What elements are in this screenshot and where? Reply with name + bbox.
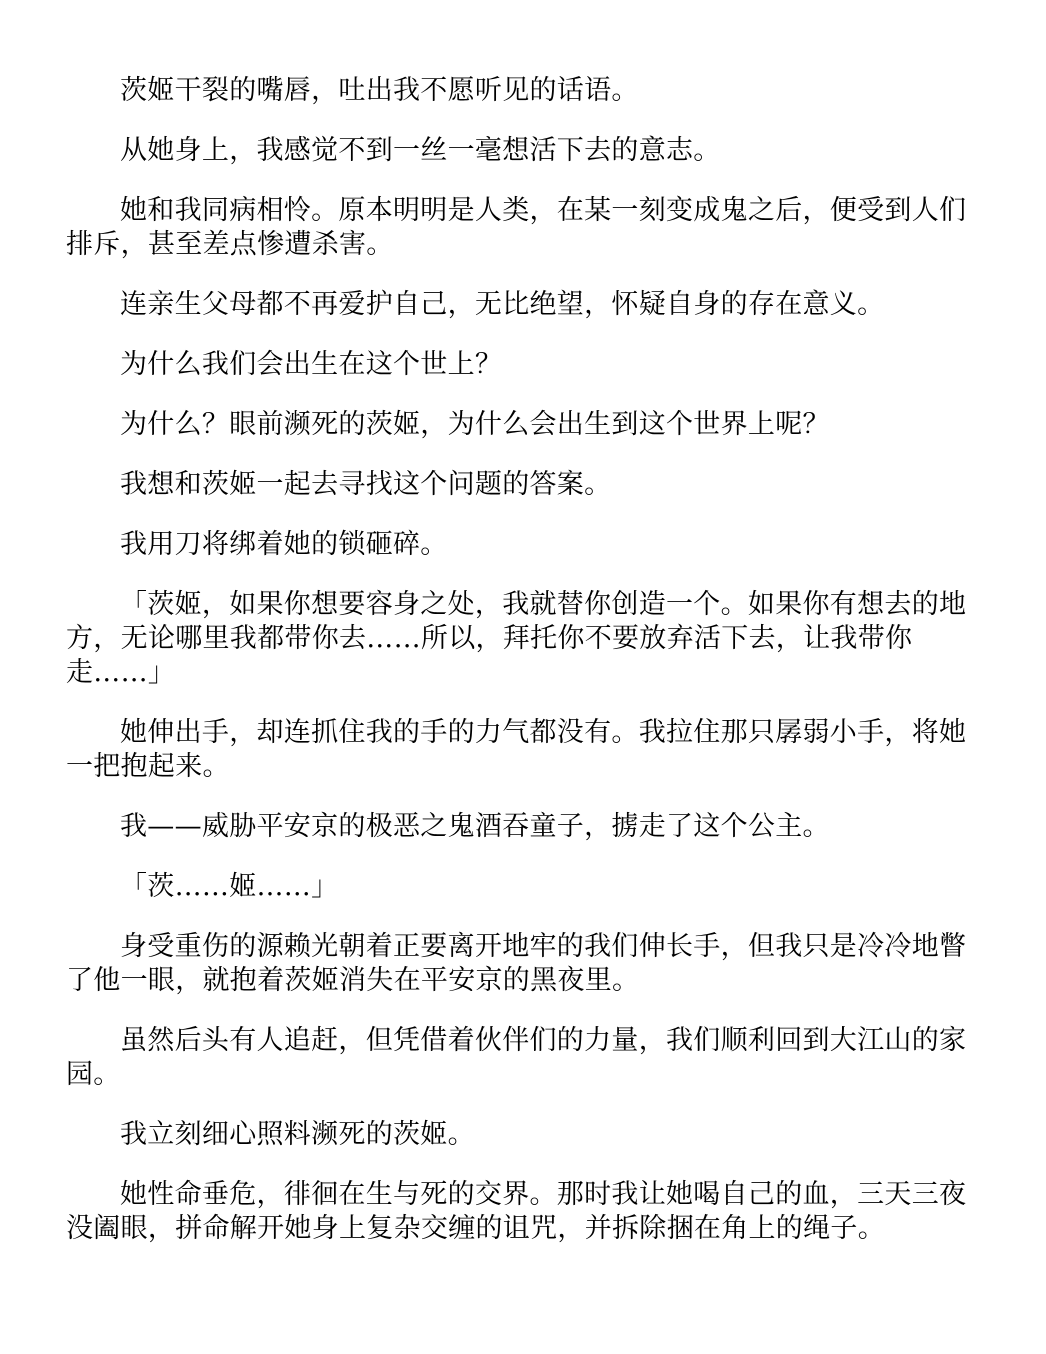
- paragraph: 她和我同病相怜。原本明明是人类，在某一刻变成鬼之后，便受到人们排斥，甚至差点惨遭杀害。: [66, 195, 967, 260]
- paragraph: 身受重伤的源赖光朝着正要离开地牢的我们伸长手，但我只是冷冷地瞥了他一眼，就抱着茨姬消失在平安京的黑夜里。: [66, 931, 967, 996]
- paragraph: 我——威胁平安京的极恶之鬼酒吞童子，掳走了这个公主。: [120, 811, 830, 842]
- paragraph: 她伸出手，却连抓住我的手的力气都没有。我拉住那只孱弱小手，将她一把抱起来。: [66, 717, 967, 782]
- paragraph: 「茨姬，如果你想要容身之处，我就替你创造一个。如果你有想去的地方，无论哪里我都带你去……所以，拜托你不要放弃活下去，让我带你走……」: [66, 589, 967, 688]
- document-page: [66, 74, 976, 1272]
- paragraph: 虽然后头有人追赶，但凭借着伙伴们的力量，我们顺利回到大江山的家园。: [66, 1025, 967, 1090]
- paragraph: 「茨……姬……」: [120, 871, 339, 902]
- paragraph: 我用刀将绑着她的锁砸碎。: [120, 529, 448, 560]
- paragraph: 我立刻细心照料濒死的茨姬。: [120, 1119, 475, 1150]
- paragraph: 她性命垂危，徘徊在生与死的交界。那时我让她喝自己的血，三天三夜没阖眼，拼命解开她身上复杂交缠的诅咒，并拆除捆在角上的绳子。: [66, 1179, 967, 1244]
- paragraph: 从她身上，我感觉不到一丝一毫想活下去的意志。: [120, 135, 721, 166]
- paragraph: 为什么？眼前濒死的茨姬，为什么会出生到这个世界上呢？: [120, 409, 830, 440]
- paragraph: 茨姬干裂的嘴唇，吐出我不愿听见的话语。: [120, 75, 639, 106]
- paragraph: 为什么我们会出生在这个世上？: [120, 349, 503, 380]
- paragraph: 连亲生父母都不再爱护自己，无比绝望，怀疑自身的存在意义。: [120, 289, 885, 320]
- paragraph: 我想和茨姬一起去寻找这个问题的答案。: [120, 469, 612, 500]
